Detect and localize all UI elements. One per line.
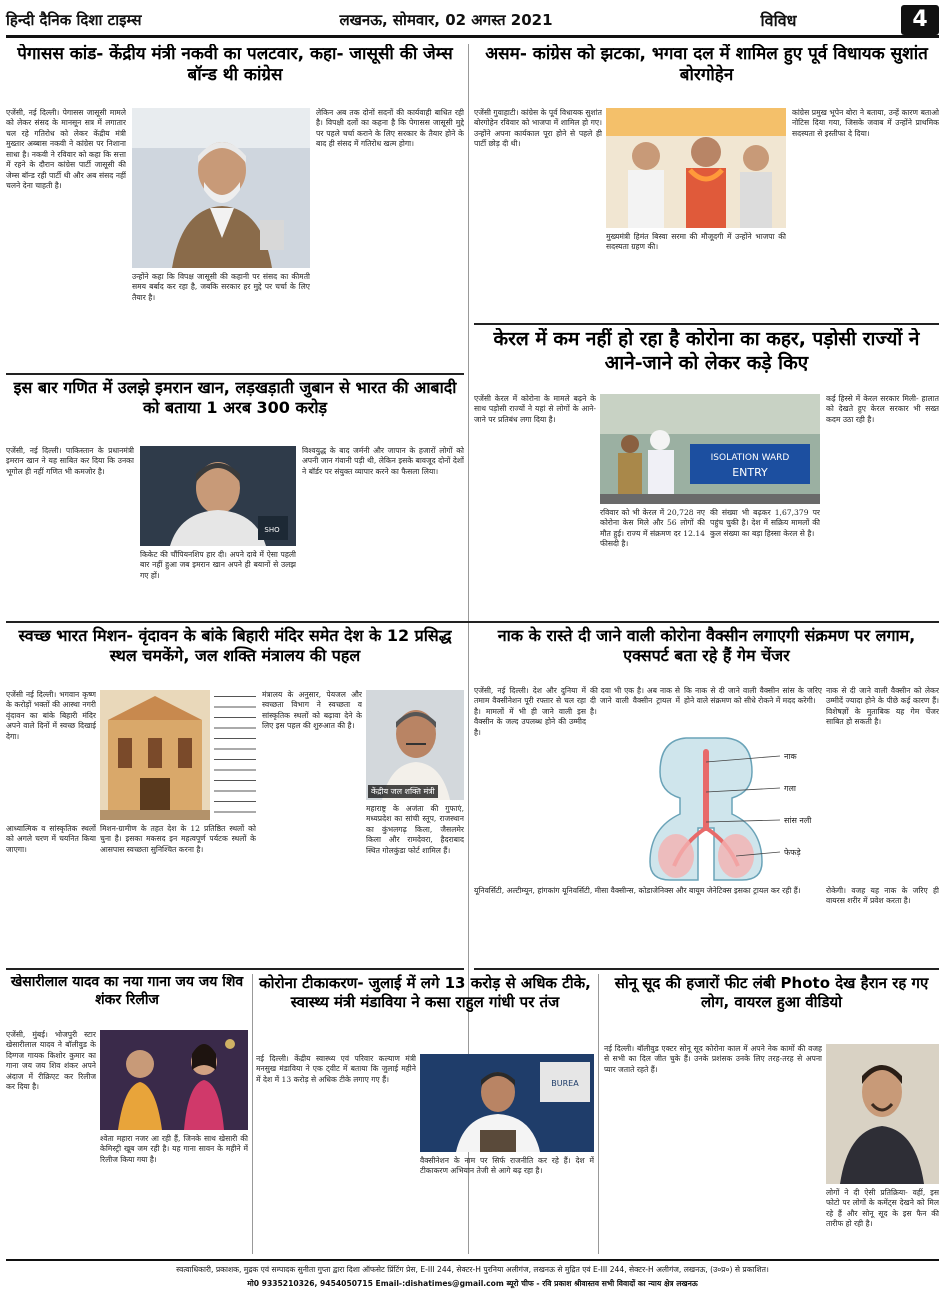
svg-text:SHO: SHO	[264, 526, 280, 534]
temple-photo	[100, 690, 210, 820]
assam-column-2	[606, 232, 786, 320]
kerala-body-1: एजेंसी केरल में कोरोना के मामले बढ़ने के साथ पड़ोसी राज्यों ने यहां से लोगों के आने-जाने पर प्रतिबंध लगा दिया है।	[474, 394, 596, 424]
column-divider	[598, 974, 599, 1254]
assam-headline-block	[474, 44, 939, 104]
swachh-column-1	[6, 690, 96, 820]
sonu-column-2	[826, 1188, 939, 1254]
mandaviya-photo	[420, 1054, 594, 1152]
minister-photo	[366, 690, 464, 800]
svg-text:BUREA: BUREA	[551, 1079, 579, 1088]
nasal-column-2	[590, 686, 680, 730]
nasal-column-4	[826, 686, 939, 876]
pegasus-column-2	[132, 272, 310, 370]
swachh-body-4: महाराष्ट्र के अजंता की गुफाएं, मध्यप्रदेश का सांची स्तूप, राजस्थान का कुंभलगढ़ किला, जैसलमेर किला और रामदेवरा, हैदराबाद स्थित गोलकुंडा फोर्ट शामिल हैं।	[366, 804, 464, 855]
column-divider	[252, 974, 253, 1254]
kerala-headline-block	[474, 328, 939, 390]
sonu-photo	[826, 1044, 939, 1184]
sonu-body-3: लोगों ने दी ऐसी प्रतिक्रिया- वहीं, इस फोटो पर लोगों के कमेंट्स देखने को मिल रहे हैं और सोनू सूद के इस फैन की तारीफ हो रही है।	[826, 1188, 939, 1229]
swachh-column-1b	[214, 690, 256, 820]
khesari-body-1: एजेंसी, मुंबई। भोजपुरी स्टार खेसारीलाल यादव ने बॉलीवुड के दिग्गज गायक किशोर कुमार का गाना जय जय शिव शंकर अपने अंदाज में रीक्रिएट कर रिलीज कर दिया है।	[6, 1030, 96, 1092]
svg-text:ENTRY: ENTRY	[732, 466, 768, 479]
khesari-column-2	[100, 1134, 248, 1254]
imran-column-2	[140, 550, 296, 616]
imran-column-1	[6, 446, 134, 616]
assam-photo-illustration	[606, 108, 786, 228]
diagram-label-nose: नाक	[784, 752, 797, 761]
nasal-body-2: की दवा भी एक है। अब नाक से दी जाने वाली वैक्सीन ट्रायल में है।	[590, 686, 680, 716]
swachh-column-3	[262, 690, 362, 964]
vaccination-body-1: नई दिल्ली। केंद्रीय स्वास्थ्य एवं परिवार कल्याण मंत्री मनसुख मंडाविया ने एक ट्वीट में बताया कि जुलाई महीने में देश में 13 करोड़ से अधिक टीके लगाए गए हैं।	[256, 1054, 416, 1084]
pegasus-lede: एजेंसी, नई दिल्ली। पेगासस जासूसी मामले को लेकर संसद के मानसून सत्र में लगातार चल रहे गतिरोध को लेकर केंद्रीय मंत्री मुख्तार अब्बास नकवी ने कांग्रेस पर निशाना साधा है। नकवी ने रविवार को कहा कि सत्ता में रहने के दौरान कांग्रेस पार्टी जासूसी की जेम्स बॉन्ड रही पार्टी थी और अब संसद नहीं चलने देना चाहती है।	[6, 108, 126, 191]
vaccination-headline-block	[256, 974, 594, 1050]
vaccination-column-1	[256, 1054, 416, 1254]
nasal-body-6: रोकेगी। वजह यह नाक के जरिए ही वायरस शरीर में प्रवेश करता है।	[826, 886, 939, 906]
pegasus-photo	[132, 108, 310, 268]
swachh-column-1c	[6, 824, 96, 964]
khesari-body-2: श्वेता महारा नजर आ रही हैं, जिनके साथ खेसारी की केमिस्ट्री खूब जम रही है। यह गाना सावन के महीने में रिलीज किया गया है।	[100, 1134, 248, 1164]
pegasus-headline-block	[6, 44, 464, 104]
assam-column-3	[792, 108, 939, 320]
khesari-headline-block	[6, 974, 248, 1026]
assam-column-1	[474, 108, 602, 320]
assam-photo	[606, 108, 786, 228]
nasal-diagram	[590, 732, 822, 882]
vaccination-column-2	[420, 1156, 594, 1254]
nasal-body-4: नाक से दी जाने वाली वैक्सीन को लेकर उम्मीदें ज्यादा होने के पीछे कई कारण हैं। विशेषज्ञों के मुताबिक यह गेम चेंजर साबित हो सकती है।	[826, 686, 939, 727]
newspaper-brand: हिन्दी दैनिक दिशा टाइम्स	[6, 10, 142, 29]
swachh-column-2	[100, 824, 256, 964]
diagram-label-throat: गला	[784, 784, 796, 793]
kerala-body-3: की संख्या भी बढ़कर 1,67,379 पर पहुंच चुकी है। देश में सक्रिय मामलों की कुल संख्या का बड़ा हिस्सा केरल से है।	[710, 508, 820, 538]
pegasus-body-2: उन्होंने कहा कि विपक्ष जासूसी की कहानी पर संसद का कीमती समय बर्बाद कर रहा है, जबकि सरकार हर मुद्दे पर चर्चा के लिए तैयार है।	[132, 272, 310, 302]
pegasus-column-3	[316, 108, 464, 370]
rule	[6, 373, 464, 375]
rule	[6, 968, 464, 970]
nasal-headline-block	[474, 626, 939, 682]
pegasus-column-1	[6, 108, 126, 370]
sonu-sood-photo-illustration	[826, 1044, 939, 1184]
nasal-column-6	[826, 886, 939, 964]
edition-date: लखनऊ, सोमवार, 02 अगस्त 2021	[339, 10, 553, 29]
mandaviya-photo-illustration	[420, 1054, 594, 1152]
khesari-headline: खेसारीलाल यादव का नया गाना जय जय शिव शंकर रिलीज	[10, 974, 244, 1008]
imran-headline-block	[6, 378, 464, 440]
kerala-body-2: रविवार को भी केरल में 20,728 नए कोरोना केस मिले और 56 लोगों की मौत हुई। राज्य में संक्रमण दर 12.14 फीसदी है।	[600, 508, 705, 549]
rule	[474, 323, 939, 325]
swachh-body-2: मिशन-ग्रामीण के तहत देश के 12 प्रतिष्ठित स्थलों को चुना है। इसका मकसद इन महत्वपूर्ण पर्यटक स्थलों के आसपास स्वच्छता सुनिश्चित करना है।	[100, 824, 256, 854]
banke-bihari-temple-illustration	[100, 690, 210, 820]
nasal-body-3: कि नाक से दी जाने वाली वैक्सीन सांस के जरिए होने वाले संक्रमण को सीधे रोकने में मदद करेगी।	[684, 686, 822, 706]
sonu-headline: सोनू सूद की हजारों फीट लंबी Photo देख हैरान रह गए लोग, वायरल हुआ वीडियो	[614, 974, 929, 1011]
swachh-body-5: आध्यात्मिक व सांस्कृतिक स्थलों को अगले चरण में चयनित किया जाएगा।	[6, 824, 96, 854]
imran-headline: इस बार गणित में उलझे इमरान खान, लड़खड़ाती जुबान से भारत की आबादी को बताया 1 अरब 300 करोड़	[13, 378, 457, 417]
masthead	[6, 4, 939, 38]
nasal-body-1: एजेंसी, नई दिल्ली। देश और दुनिया में तमाम वैक्सीनेशन पूरी रफ्तार से चल रहा है। मामलों में भी ही जाने वाली इस वैक्सीन के जल्द उपलब्ध होने की उम्मीद है।	[474, 686, 586, 737]
kerala-column-2	[600, 508, 705, 616]
minister-photo-caption: केंद्रीय जल शक्ति मंत्री	[368, 785, 438, 798]
swachh-column-4	[366, 804, 464, 964]
imran-body-2: किकेट की चौंपियनशिप हार दी। अपने दावे में ऐसा पहली बार नहीं हुआ जब इमरान खान अपने ही बयानों से उलझ गए हों।	[140, 550, 296, 580]
section-name: विविध	[760, 10, 797, 30]
diagram-label-lungs: फेफड़े	[784, 848, 801, 857]
rule	[6, 621, 939, 623]
imran-photo	[140, 446, 296, 546]
khesari-photo	[100, 1030, 248, 1130]
swachh-headline: स्वच्छ भारत मिशन- वृंदावन के बांके बिहारी मंदिर समेत देश के 12 प्रसिद्ध स्थल चमकेंगे, जल शक्ति मंत्रालय की पहल	[18, 626, 452, 665]
diagram-label-windpipe: सांस नली	[784, 816, 812, 825]
kerala-column-3	[710, 508, 820, 616]
kerala-column-4	[826, 394, 939, 616]
imran-column-3	[302, 446, 464, 616]
respiratory-tract-diagram	[590, 732, 822, 882]
rule	[474, 968, 939, 970]
swachh-headline-block	[6, 626, 464, 686]
imprint-line-1: स्वत्वाधिकारी, प्रकाशक, मुद्रक एवं सम्पादक सुनीता गुप्ता द्वारा दिशा ऑफसेट प्रिंटिंग प्रेस, E-III 244, सेक्टर-H पुरनिया अलीगंज, लखनऊ से मुद्रित एवं E-III 244, सेक्टर-H अलीगंज, लखनऊ, (उ०प्र०) से प्रकाशित।	[176, 1265, 769, 1274]
khesari-column-1	[6, 1030, 96, 1254]
assam-body-1: एजेंसी गुवाहाटी। कांग्रेस के पूर्व विधायक सुशांत बोरगोहेन रविवार को भाजपा में शामिल हो गए। उन्होंने अपना कार्यकाल पूरा होने से पहले ही पार्टी छोड़ दी थी।	[474, 108, 602, 149]
kerala-headline: केरल में कम नहीं हो रहा है कोरोना का कहर, पड़ोसी राज्यों ने आने-जाने को लेकर कड़े किए	[493, 328, 920, 374]
nasal-headline: नाक के रास्ते दी जाने वाली कोरोना वैक्सीन लगाएगी संक्रमण पर लगाम, एक्सपर्ट बता रहे हैं गेम चेंजर	[497, 626, 916, 665]
pegasus-headline: पेगासस कांड- केंद्रीय मंत्री नकवी का पलटवार, कहा- जासूसी की जेम्स बॉन्ड थी कांग्रेस	[17, 44, 453, 86]
shekhawat-photo-illustration	[366, 690, 464, 800]
khesari-song-illustration	[100, 1030, 248, 1130]
nasal-column-5	[474, 886, 822, 964]
kerala-photo	[600, 394, 820, 504]
imran-photo-illustration	[140, 446, 296, 546]
svg-text:ISOLATION WARD: ISOLATION WARD	[710, 453, 790, 463]
vaccination-body-2: वैक्सीनेशन के नाम पर सिर्फ राजनीति कर रहे हैं। देश में टीकाकरण अभियान तेजी से आगे बढ़ रहा है।	[420, 1156, 594, 1176]
nasal-column-1	[474, 686, 586, 876]
vaccination-headline: कोरोना टीकाकरण- जुलाई में लगे 13 करोड़ से अधिक टीके, स्वास्थ्य मंत्री मंडाविया ने कसा राहुल गांधी पर तंज	[259, 974, 591, 1011]
kerala-body-4: कई हिस्से में केरल सरकार मिली- हालात को देखते हुए केरल सरकार भी सख्त कदम उठा रही है।	[826, 394, 939, 424]
imprint-footer	[6, 1259, 939, 1291]
page-number: 4	[901, 5, 939, 35]
swachh-text-lines	[214, 690, 256, 820]
assam-body-2: मुख्यमंत्री हिमंत बिस्वा सरमा की मौजूदगी में उन्होंने भाजपा की सदस्यता ग्रहण की।	[606, 232, 786, 252]
assam-body-3: कांग्रेस प्रमुख भूपेन बोरा ने बताया, उन्हें कारण बताओ नोटिस दिया गया, जिसके जवाब में उन्होंने प्राथमिक सदस्यता से इस्तीफा दे दिया।	[792, 108, 939, 138]
imran-body-3: विश्वयुद्ध के बाद जर्मनी और जापान के हजारों लोगों को अपनी जान गंवानी पड़ी थी, लेकिन इसके बावजूद दोनों देशों ने बॉर्डर पर संयुक्त व्यापार करने का फैसला लिया।	[302, 446, 464, 476]
sonu-body-1: नई दिल्ली। बॉलीवुड एक्टर सोनू सूद कोरोना काल में अपने नेक कामों की वजह से सभी का दिल जीत चुके हैं। उनके प्रशंसक उनके लिए तरह-तरह से अपना प्यार जताते रहते हैं।	[604, 1044, 822, 1074]
nasal-body-5: यूनिवर्सिटी, अल्टीम्यून, हांगकांग यूनिवर्सिटी, मीसा वैक्सीन्स, कोडाजेनिक्स और बायूम जेनेटिक्स इसका ट्रायल कर रही हैं।	[474, 886, 801, 895]
sonu-column-1	[604, 1044, 822, 1254]
swachh-body-1: एजेंसी नई दिल्ली। भगवान कृष्ण के करोड़ों भक्तों की आस्था नगरी वृंदावन का बांके बिहारी मंदिर अपने वाले दिनों में स्वच्छ दिखाई देगा।	[6, 690, 96, 741]
nasal-column-3	[684, 686, 822, 730]
imprint-line-2: मो0 9335210326, 9454050715 Email-:dishatimes@gmail.com ब्यूरो चीफ - रवि प्रकाश श्रीवास्तव सभी विवादों का न्याय क्षेत्र लखनऊ	[247, 1279, 698, 1288]
naqvi-photo-illustration	[132, 108, 310, 268]
imran-body-1: एजेंसी, नई दिल्ली। पाकिस्तान के प्रधानमंत्री इमरान खान ने यह साबित कर दिया कि उनका भूगोल ही नहीं गणित भी कमजोर है।	[6, 446, 134, 476]
pegasus-body-4: लेकिन अब तक दोनों सदनों की कार्यवाही बाधित रही है। विपक्षी दलों का कहना है कि पेगासस जासूसी मुद्दे पर पहले चर्चा कराने के लिए सरकार के तैयार होने के बाद ही संसद में गतिरोध खत्म होगा।	[316, 108, 464, 149]
kerala-checkpost-illustration	[600, 394, 820, 504]
assam-headline: असम- कांग्रेस को झटका, भगवा दल में शामिल हुए पूर्व विधायक सुशांत बोरगोहेन	[485, 44, 928, 86]
sonu-headline-block	[604, 974, 939, 1040]
swachh-body-3: मंत्रालय के अनुसार, पेयजल और स्वच्छता विभाग ने स्वच्छता व सांस्कृतिक स्थलों को बढ़ावा देने के लिए इस पहल की शुरुआत की है।	[262, 690, 362, 731]
kerala-column-1	[474, 394, 596, 616]
